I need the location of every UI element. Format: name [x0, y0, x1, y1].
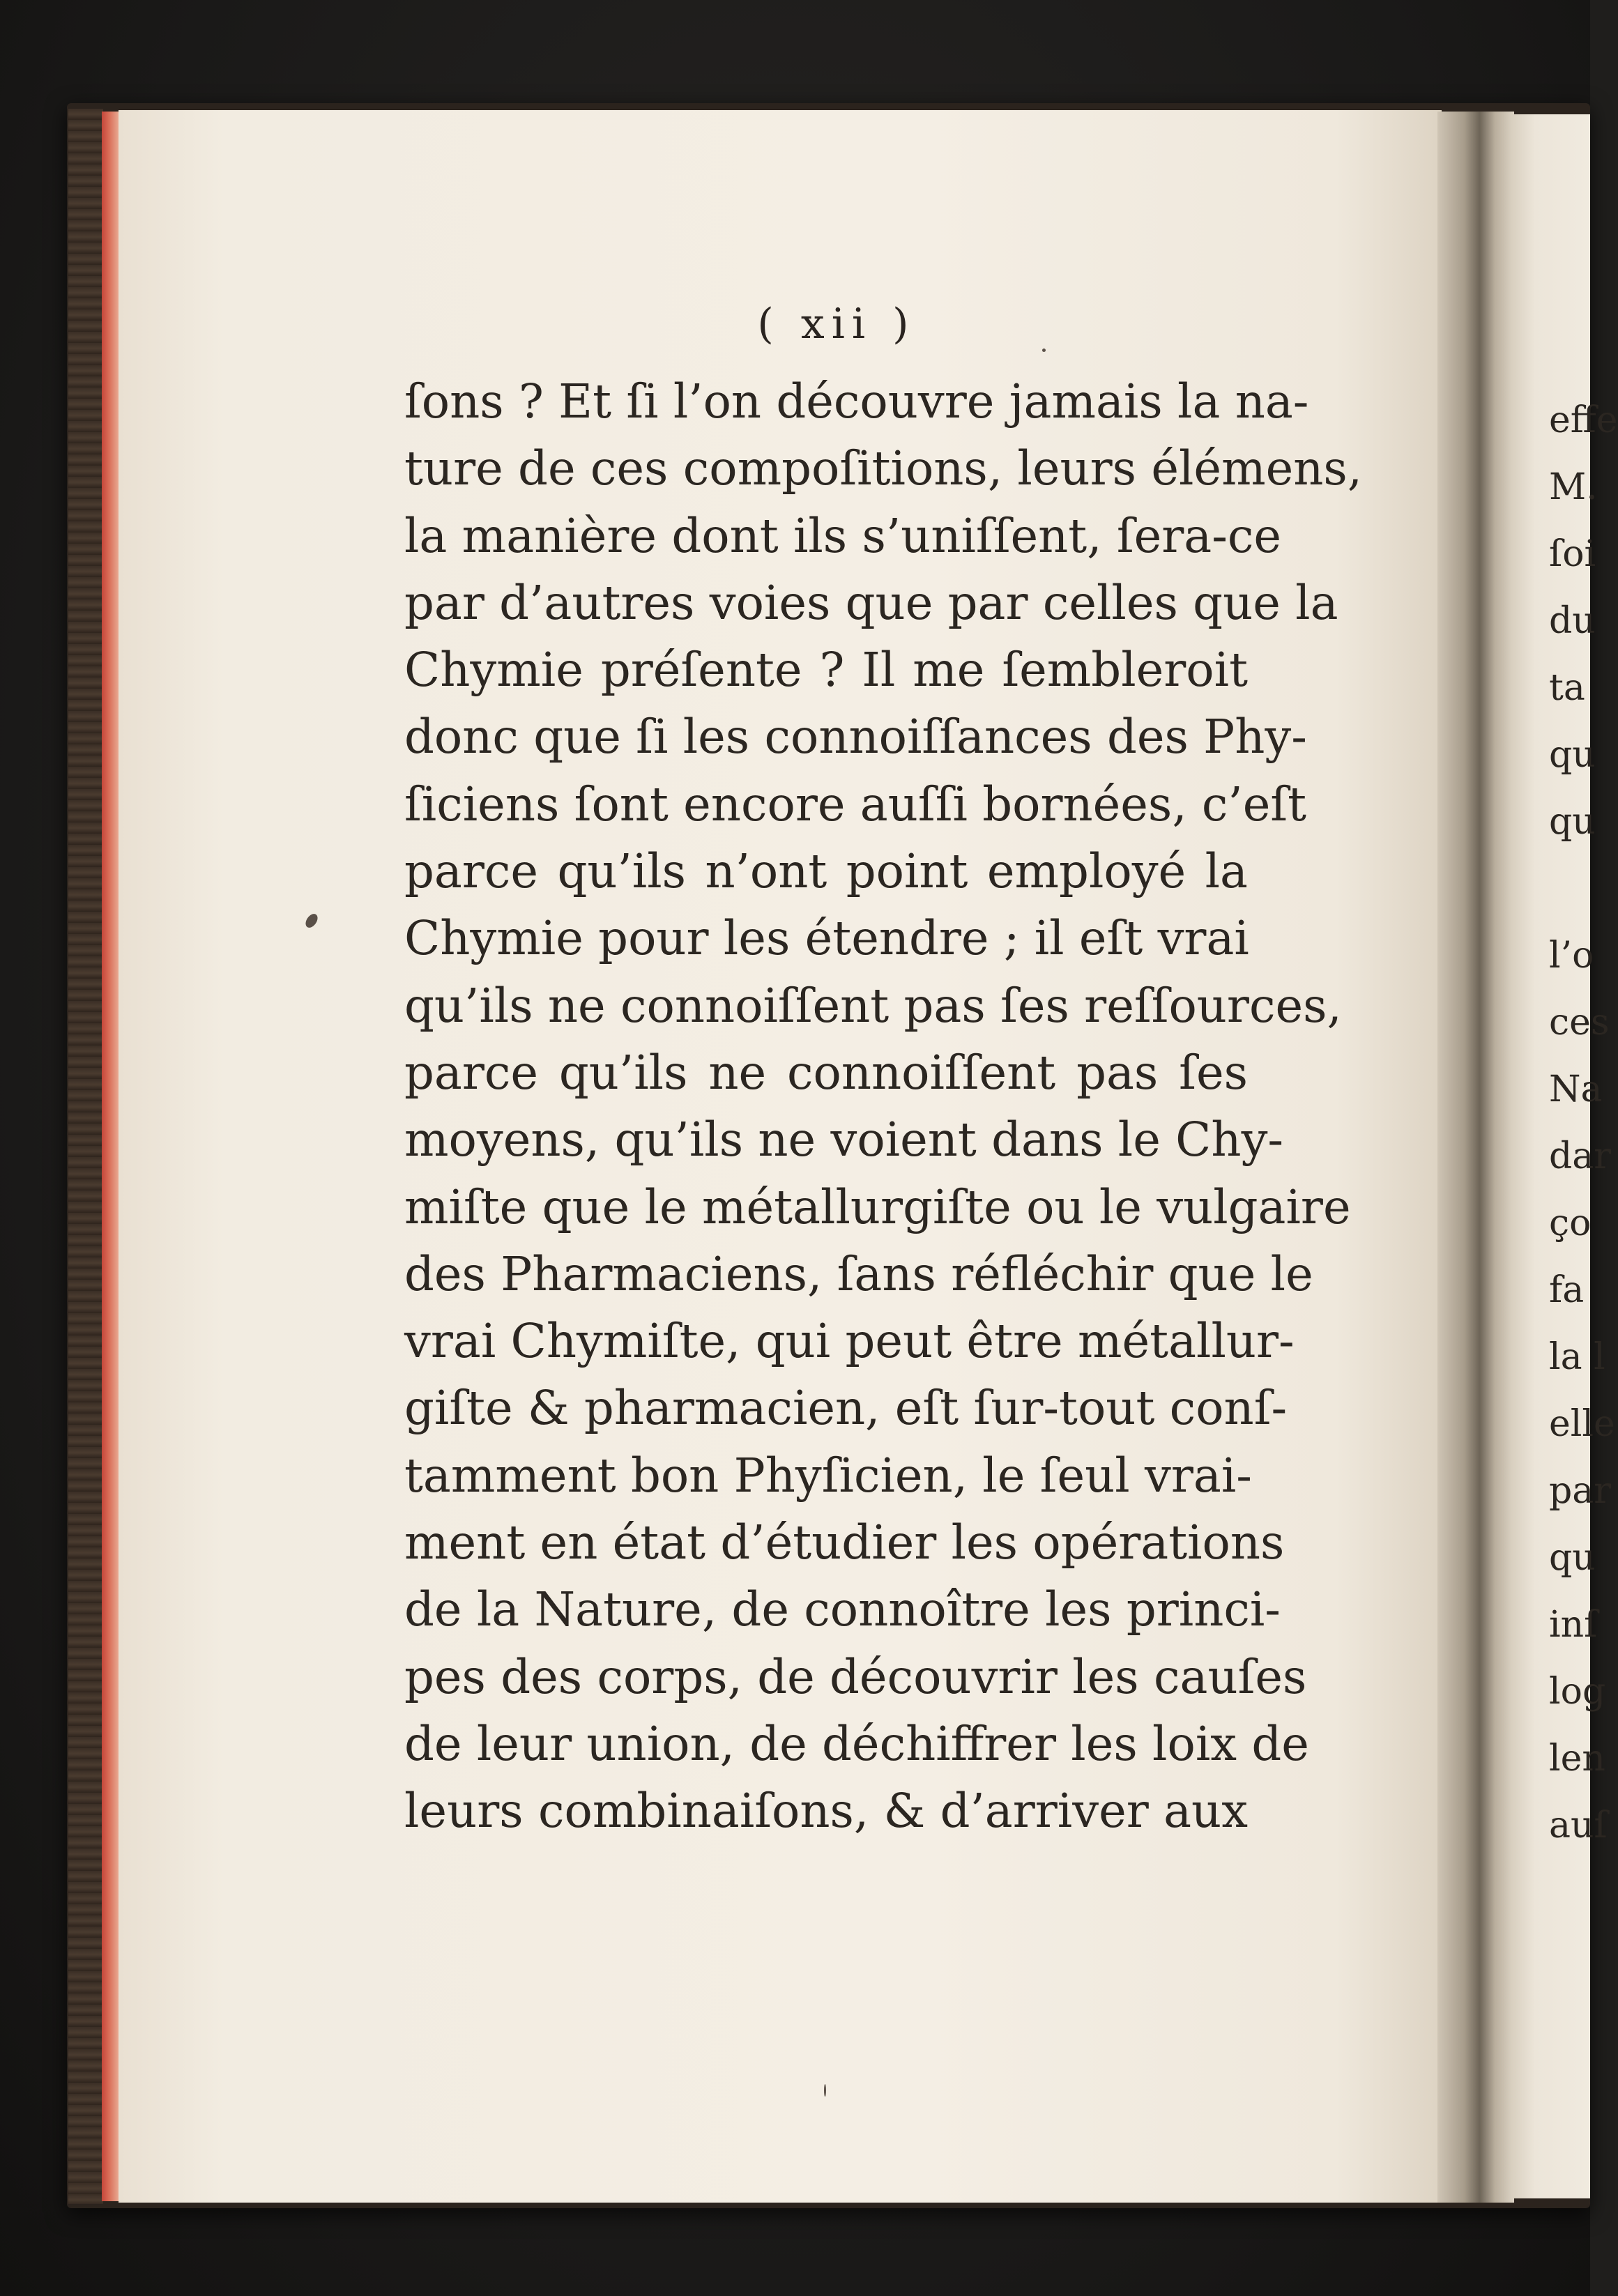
paper-speck	[824, 2084, 826, 2097]
text-line: parce qu’ils n’ont point employé la	[404, 844, 1248, 899]
text-line: vrai Chymiſte, qui peut être métallur-	[404, 1314, 1295, 1369]
facing-fragment: du	[1549, 600, 1596, 642]
text-line: ment en état d’étudier les opérations	[404, 1515, 1285, 1570]
facing-fragment: log	[1549, 1671, 1606, 1713]
facing-fragment: ſoi	[1549, 533, 1596, 575]
text-line: qu’ils ne connoiſſent pas ſes reſſources,	[404, 978, 1342, 1033]
facing-fragment: qu	[1549, 801, 1596, 843]
text-line: ture de ces compoſitions, leurs élémens,	[404, 441, 1363, 496]
facing-fragment: ta	[1549, 667, 1585, 709]
text-line: la manière dont ils s’uniſſent, ſera-ce	[404, 508, 1282, 563]
text-line: tamment bon Phyſicien, le ſeul vrai-	[404, 1448, 1252, 1503]
text-line: giſte & pharmacien, eſt ſur-tout conſ-	[404, 1381, 1288, 1436]
text-line: pes des corps, de découvrir les cauſes	[404, 1649, 1307, 1704]
text-line: moyens, qu’ils ne voient dans le Chy-	[404, 1112, 1284, 1168]
book-spine-edge	[68, 109, 103, 2204]
facing-fragment: inſ	[1549, 1604, 1598, 1646]
facing-fragment: effe	[1549, 399, 1618, 441]
text-line: parce qu’ils ne connoiſſent pas ſes	[404, 1045, 1248, 1100]
book-gutter	[1437, 112, 1514, 2203]
facing-fragment: auſ	[1549, 1805, 1608, 1846]
facing-fragment: Na	[1549, 1069, 1603, 1110]
text-line: de leur union, de déchiffrer les loix de	[404, 1716, 1309, 1771]
facing-fragment: ço	[1549, 1202, 1592, 1244]
facing-fragment: qu	[1549, 1537, 1596, 1579]
facing-fragment: qu	[1549, 734, 1596, 776]
text-line: des Pharmaciens, ſans réfléchir que le	[404, 1246, 1313, 1301]
paper-speck	[1042, 349, 1046, 352]
facing-fragment: len	[1549, 1738, 1605, 1780]
facing-fragment: elle	[1549, 1403, 1615, 1445]
text-line: leurs combinaiſons, & d’arriver aux	[404, 1784, 1248, 1839]
page-number-header: ( xii )	[757, 300, 916, 349]
text-line: de la Nature, de connoître les princi-	[404, 1582, 1281, 1637]
text-line: donc que ſi les connoiſſances des Phy-	[404, 710, 1307, 765]
text-line: ſiciens ſont encore auſſi bornées, c’eſt	[404, 776, 1307, 832]
text-line: Chymie préſente ? Il me ſembleroit	[404, 643, 1248, 698]
text-line: Chymie pour les étendre ; il eſt vrai	[404, 911, 1249, 966]
text-line: ſons ? Et ſi l’on découvre jamais la na-	[404, 374, 1309, 429]
facing-fragment: par	[1549, 1470, 1612, 1512]
facing-fragment: la l	[1549, 1336, 1605, 1378]
facing-fragment: M.	[1549, 466, 1598, 508]
facing-fragment	[1549, 855, 1590, 922]
facing-fragment: ces	[1549, 1002, 1610, 1043]
body-text	[404, 368, 1363, 1845]
facing-fragment: l’o	[1549, 935, 1594, 977]
facing-page-fragments	[1549, 387, 1618, 1859]
facing-fragment: dar	[1549, 1135, 1612, 1177]
text-line: miſte que le métallurgiſte ou le vulgaire	[404, 1179, 1351, 1234]
red-page-edges	[102, 112, 119, 2201]
facing-fragment: fa	[1549, 1269, 1585, 1311]
text-line: par d’autres voies que par celles que la	[404, 575, 1338, 630]
